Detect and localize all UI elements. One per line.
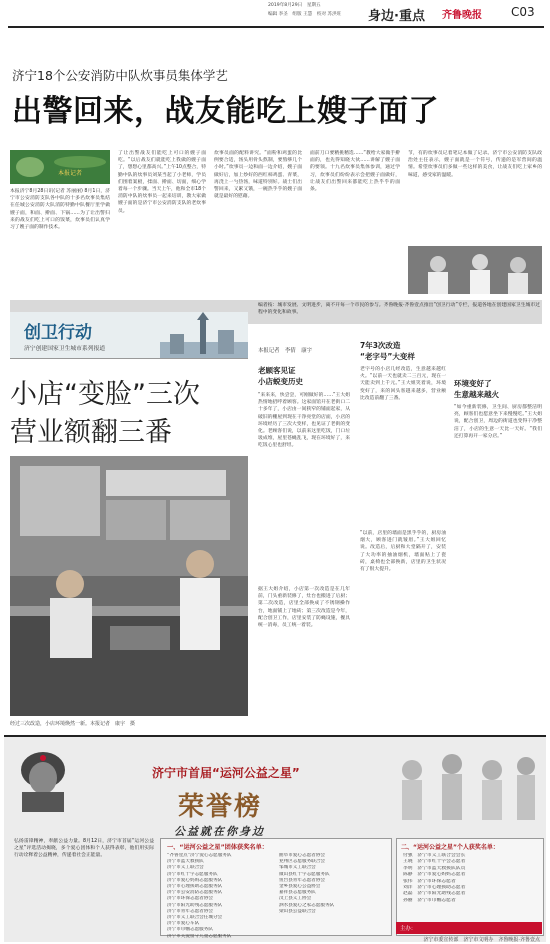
list-item: 济宁市关爱留守儿童志愿服务队 (167, 933, 232, 939)
header-rule (8, 26, 544, 28)
volunteers-illustration (382, 740, 542, 830)
badge-title: 创卫行动 (24, 323, 92, 343)
person-list (403, 853, 539, 904)
story2-col-c: “如今重新装修，卫生间、厨房都整洁明亮，顾客们也愿意坐下来慢慢吃。”王大姐说，配合创卫，周边的街道也变得干净整洁了，小店的生意一天比一天好。“我们还打算再开一家分店。” (454, 405, 542, 439)
list-item: 孙丽 济宁市巾帼志愿者 (403, 897, 456, 903)
story1-kicker: 济宁18个公安消防中队炊事员集体学艺 (12, 68, 228, 83)
list-item: 曲阜市爱心志愿者协会 (279, 853, 325, 858)
list-item: 济宁市巾帼志愿服务队 (167, 927, 213, 933)
group-list-title: 一、“运河公益之星”团体获奖名单： (167, 844, 268, 851)
story1-headline: 出警回来，战友能吃上嫂子面了 (12, 94, 439, 129)
editor-note-text: 编者按：城市发展、文明进步，离不开每一个市民的参与。齐鲁晚报·齐鲁壹点推出“创卫行动”专栏，报道各地在创建国家卫生城市过程中的变化和故事。 (258, 303, 540, 316)
story1-col3: 炊事员面的配料讲究。“面粉和鸡蛋的比例要合适，汤头用骨头熬制，要熬够几个小时。”炊事员一边和面一边介绍，嫂子面做好后，加上炒好的西红柿鸡蛋、青菜，再浇上一勺热汤，味道特别好。战士们出警回来，又累又饿，一碗热乎乎的嫂子面就是最好的慰藉。 (214, 151, 302, 200)
story2-headline-1: 小店“变脸”三次 (10, 379, 200, 410)
story1-col5: 节，有的炊事员记着笔记本做了记录。济宁市公安消防支队政治处主任表示，嫂子面就是一个符号，传递的是军营间的温情。希望炊事员们多做一些这样的美食，让战友们吃上家乡的味道，感受家的温暖。 (408, 151, 542, 178)
story1-lead: 本报济宁8月28日讯(记者 苏丽丽) 8月1日，济宁市公安消防支队各中队的十多名炊事员集结在任城公安消防大队消防特勤中队餐厅里学做嫂子面，和面、擀面、下锅……为了让出警归来的战友们吃上可口的饭菜，炊事员们认真学习了嫂子面的制作技术。 (10, 189, 110, 231)
city-tower-icon (160, 312, 248, 358)
list-item: “齐鲁壹点”济宁爱心志愿服务队 (167, 853, 232, 858)
honor-big-title: 荣誉榜 (178, 792, 263, 822)
list-item: 济宁市爱心妈妈志愿服务队 (167, 877, 223, 883)
story1-col2: 了让出警战友们能吃上可口的嫂子面吃。“以后战友们就能吃上我做的嫂子面了，想想心里都高兴。”上午10点整合，特勤中队的炊事员刘某当起了小老师，学员们围着案板，揉面、擀面、切面，细心学着每一个步骤。当天上午，他和全市18个消防中队的炊事员一起来培训，教大家做嫂子面的是济宁市公安消防支队的老炊事员。 (118, 151, 206, 214)
list-item: 济宁市蓝天救援队 (167, 859, 204, 865)
list-item: 济宁市心理援助志愿服务队 (167, 884, 223, 890)
story1-photo (408, 246, 542, 294)
leaf-decoration-icon (10, 150, 110, 184)
honor-intro: 弘扬雷锋精神，奉献公益力量。8月12日，济宁市首届“运河公益之星”评选活动揭晓，多个爱心团体和个人获得表彰，他们用实际行动诠释着公益精神，传递着社会正能量。 (14, 839, 154, 859)
story2-headline-2: 营业额翻三番 (10, 417, 172, 448)
list-item: 张伟 济宁市环保志愿者 (403, 878, 456, 884)
badge-subtitle: 济宁创建国家卫生城市系列报道 (24, 346, 106, 352)
story2-subhead-5: 环境变好了 (454, 379, 492, 388)
list-item: 金乡县爱心公益协会 (279, 884, 321, 890)
story2-caption: 经过三次改造，小店环境焕然一新。本报记者 康宇 摄 (10, 721, 136, 727)
list-item: 济宁市青年志愿者协会 (167, 908, 213, 914)
list-item: 济宁市公安消防志愿服务队 (167, 890, 223, 896)
list-item: 济宁市义工联合会任城分会 (167, 915, 223, 921)
story2-col-b2: “以前，店里的墙面是黑乎乎的，厨房油烟大，顾客进门就皱眉。”王大姐回忆说。改造后，后厨和大堂隔开了，安装了大功率的抽油烟机，墙面贴上了瓷砖，桌椅也全部换新，店里的卫生状况有了很大提升。 (360, 531, 446, 573)
list-item: 王晓 济宁市红十字会志愿者 (403, 859, 466, 865)
list-item: 付强 济宁市义工联合会会长 (403, 853, 466, 858)
staff-line: 编辑 李圣 组版 王慧 校对 苏洪旺 (268, 12, 342, 17)
honor-footer-label: 主办： (400, 926, 417, 932)
page-number: C03 (511, 5, 535, 19)
list-item: 济宁市阳光助残志愿服务队 (167, 902, 223, 908)
person-list-title: 二、“运河公益之星”个人获奖名单： (401, 844, 499, 851)
list-item: 济宁市环保志愿者协会 (167, 896, 213, 902)
story2-subhead-1: 老顾客见证 (258, 366, 296, 375)
story2-subhead-3: 7年3次改造 (360, 341, 401, 350)
story1-tag-box (10, 150, 110, 184)
story2-subhead-2: 小店蜕变历史 (258, 377, 303, 386)
story2-subhead-6: 生意越来越火 (454, 390, 499, 399)
badge-panel (10, 312, 248, 359)
group-list-column-1 (167, 853, 275, 940)
story2-byline: 本报记者 李倩 康宇 (258, 348, 312, 354)
list-item: 鱼台县青年志愿者协会 (279, 877, 325, 883)
list-item: 微山县红十字志愿服务队 (279, 871, 330, 877)
honor-footer-orgs: 济宁市委宣传部 济宁市文明办 齐鲁晚报·齐鲁壹点 (423, 937, 540, 943)
page-header (0, 0, 550, 28)
list-item: 陈静 济宁市爱心妈妈志愿者 (403, 872, 466, 878)
date-line: 2019年8月29日 星期五 (268, 3, 321, 8)
story2-col-b: 老字号的小店几经改造，生意越来越红火。“以前一天也就卖二三百元，现在一天能卖到上千元。”王大姐笑着说，环境变好了，来的回头客越来越多，营业额比改造前翻了三番。 (360, 367, 446, 401)
list-item: 济宁市红十字志愿服务队 (167, 871, 218, 877)
list-item: 刘洋 济宁市心理援助志愿者 (403, 885, 466, 891)
list-item: 李明 济宁市蓝天救援队队员 (403, 865, 466, 871)
list-item: 赵磊 济宁市阳光助残志愿者 (403, 891, 466, 897)
honor-footer (396, 922, 542, 934)
honor-slogan: 公益就在你身边 (174, 825, 265, 838)
list-item: 济宁市义工联合会 (167, 865, 204, 871)
story2-col-c-top (454, 330, 542, 378)
honor-title: 济宁市首届“运河公益之星” (152, 766, 300, 780)
story2-photo (10, 456, 248, 716)
story2-subhead-4: “老字号”大变样 (360, 352, 415, 361)
list-item: 邹城市义工联合会 (279, 865, 316, 871)
story2-col-a2: 据王大姐介绍，小店第一次改造是在几年前，门头重新装修了，灶台也搬进了后厨；第二次改造，店里全部换成了不锈钢操作台，地面铺上了地砖；第三次改造是今年，配合创卫工作，店里安装了防蝇设施，餐具统一消毒，员工统一着装。 (258, 587, 350, 629)
portrait-illustration (6, 740, 80, 812)
shop-interior-illustration (10, 456, 248, 716)
list-item: 济宁市爱心车队 (167, 921, 200, 927)
group-list-box (160, 838, 392, 939)
group-list-column-2 (279, 853, 387, 915)
paper-logo: 齐鲁晚报 (442, 10, 482, 21)
list-item: 嘉祥县志愿服务队 (279, 890, 316, 896)
section-title: 身边·重点 (368, 9, 425, 24)
list-item: 汶上县义工协会 (279, 896, 312, 902)
story2-col-a: “来来来，快尝尝，可刚做好的……”王大姐热情地招呼着顾客。这家面馆开在老街口二十多年了，小店由一间狭窄的铺面起家，从破旧的棚屋到现在干净亮堂的店面，小店的环境经历了三次大变样，也见证了老街的变化。老顾客们说，以前来这里吃饭，门口垃圾成堆，屋里苍蝇乱飞，现在环境好了，来吃饭心里也舒坦。 (258, 393, 350, 449)
story1-tag: 本报记者 (58, 170, 83, 177)
list-item: 泗水县爱心之家志愿服务队 (279, 902, 335, 908)
list-item: 梁山县公益联合会 (279, 908, 316, 914)
story1-col4: 面前刀口要精挑精选……“教给大家做手擀面的，也先得知晓大伙……讲解了嫂子面的要领。十九名炊事员集体参训，通过学习，炊事员们纷纷表示会把嫂子面做好，让战友们出警回来都能吃上热乎乎的面条。 (310, 151, 400, 193)
list-item: 兖州区志愿服务联合会 (279, 859, 325, 865)
